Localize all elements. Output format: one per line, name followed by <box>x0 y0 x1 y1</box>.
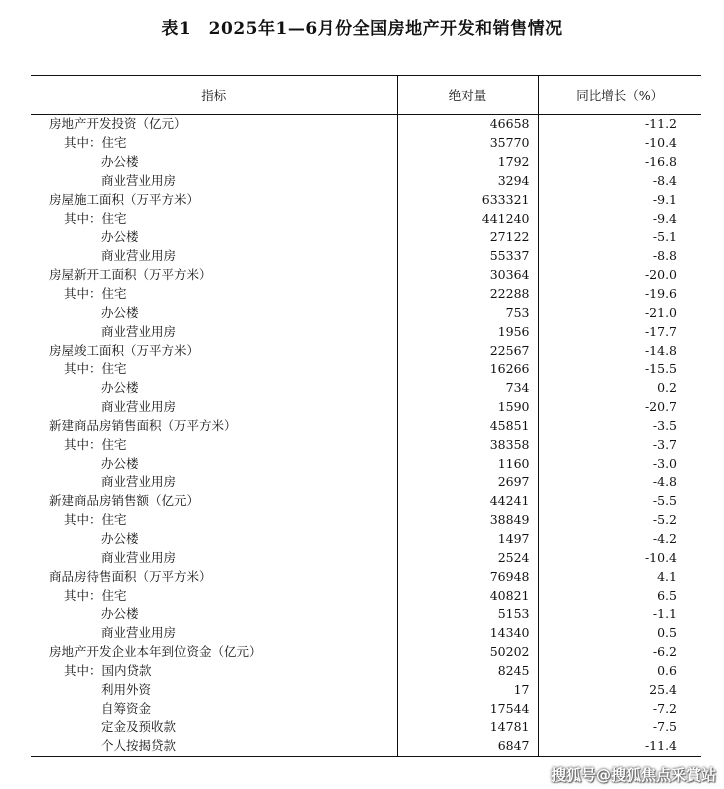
row-yoy-growth: 0.6 <box>538 661 701 680</box>
row-indicator-label: 其中：国内贷款 <box>64 662 152 678</box>
row-absolute-value: 76948 <box>397 567 538 586</box>
row-yoy-growth: -10.4 <box>538 134 701 153</box>
row-yoy-growth: -11.2 <box>538 115 701 134</box>
row-yoy-growth: -5.5 <box>538 492 701 511</box>
table-row <box>31 228 701 247</box>
row-indicator-label: 房屋施工面积（万平方米） <box>49 191 200 207</box>
table-row <box>31 661 701 680</box>
row-absolute-value: 8245 <box>397 661 538 680</box>
row-yoy-growth: -8.8 <box>538 247 701 266</box>
table-row <box>31 680 701 699</box>
row-absolute-value: 5153 <box>397 605 538 624</box>
row-indicator-label: 办公楼 <box>101 606 139 622</box>
row-indicator-label: 商业营业用房 <box>101 323 177 339</box>
row-indicator-label: 其中：住宅 <box>64 436 127 452</box>
table-row <box>31 247 701 266</box>
table-row <box>31 266 701 285</box>
table-row <box>31 548 701 567</box>
row-yoy-growth: -5.1 <box>538 228 701 247</box>
table-body <box>31 115 701 757</box>
row-absolute-value: 1792 <box>397 153 538 172</box>
row-indicator-label: 其中：住宅 <box>64 210 127 226</box>
row-indicator-label: 房屋竣工面积（万平方米） <box>49 342 200 358</box>
table-row <box>31 172 701 191</box>
table-row <box>31 379 701 398</box>
row-indicator-label: 商业营业用房 <box>101 625 177 641</box>
table-row <box>31 134 701 153</box>
row-yoy-growth: -4.2 <box>538 530 701 549</box>
row-indicator-label: 办公楼 <box>101 304 139 320</box>
row-yoy-growth: -3.0 <box>538 454 701 473</box>
table-row <box>31 643 701 662</box>
header-row <box>31 76 701 115</box>
table-row <box>31 153 701 172</box>
row-absolute-value: 1160 <box>397 454 538 473</box>
row-yoy-growth: -16.8 <box>538 153 701 172</box>
row-indicator-label: 定金及预收款 <box>101 719 177 735</box>
row-absolute-value: 753 <box>397 303 538 322</box>
row-yoy-growth: 0.5 <box>538 624 701 643</box>
table-row <box>31 567 701 586</box>
row-yoy-growth: -3.7 <box>538 435 701 454</box>
row-absolute-value: 16266 <box>397 360 538 379</box>
table-row <box>31 530 701 549</box>
row-yoy-growth: -19.6 <box>538 285 701 304</box>
row-indicator-label: 办公楼 <box>101 530 139 546</box>
row-absolute-value: 22288 <box>397 285 538 304</box>
row-indicator-label: 新建商品房销售额（亿元） <box>49 493 200 509</box>
row-yoy-growth: 6.5 <box>538 586 701 605</box>
row-indicator-label: 商业营业用房 <box>101 474 177 490</box>
table-row <box>31 718 701 737</box>
row-yoy-growth: -4.8 <box>538 473 701 492</box>
row-absolute-value: 14781 <box>397 718 538 737</box>
row-yoy-growth: -10.4 <box>538 548 701 567</box>
row-absolute-value: 17 <box>397 680 538 699</box>
row-indicator-label: 办公楼 <box>101 154 139 170</box>
row-absolute-value: 22567 <box>397 341 538 360</box>
row-absolute-value: 1956 <box>397 322 538 341</box>
table-row <box>31 586 701 605</box>
row-absolute-value: 1497 <box>397 530 538 549</box>
row-yoy-growth: -7.5 <box>538 718 701 737</box>
row-indicator-label: 商业营业用房 <box>101 549 177 565</box>
row-yoy-growth: -3.5 <box>538 417 701 436</box>
row-absolute-value: 3294 <box>397 172 538 191</box>
table-row <box>31 492 701 511</box>
table-row <box>31 435 701 454</box>
watermark: 搜狐号@搜狐焦点釆賞站 <box>550 766 716 784</box>
table-row <box>31 115 701 134</box>
row-absolute-value: 35770 <box>397 134 538 153</box>
row-indicator-label: 其中：住宅 <box>64 512 127 528</box>
table-row <box>31 737 701 756</box>
table-row <box>31 398 701 417</box>
row-indicator-label: 其中：住宅 <box>64 587 127 603</box>
row-absolute-value: 734 <box>397 379 538 398</box>
table-row <box>31 473 701 492</box>
row-yoy-growth: -15.5 <box>538 360 701 379</box>
table-row <box>31 417 701 436</box>
row-indicator-label: 办公楼 <box>101 380 139 396</box>
row-indicator-label: 其中：住宅 <box>64 286 127 302</box>
row-yoy-growth: -8.4 <box>538 172 701 191</box>
table-row <box>31 190 701 209</box>
row-indicator-label: 利用外资 <box>101 681 152 697</box>
header-indicator: 指标 <box>31 76 397 115</box>
row-indicator-label: 其中：住宅 <box>64 361 127 377</box>
row-yoy-growth: -7.2 <box>538 699 701 718</box>
row-yoy-growth: -9.1 <box>538 190 701 209</box>
row-absolute-value: 1590 <box>397 398 538 417</box>
row-absolute-value: 441240 <box>397 209 538 228</box>
row-yoy-growth: -21.0 <box>538 303 701 322</box>
row-indicator-label: 房地产开发企业本年到位资金（亿元） <box>49 644 262 660</box>
row-yoy-growth: -14.8 <box>538 341 701 360</box>
table-row <box>31 454 701 473</box>
table-row <box>31 209 701 228</box>
row-absolute-value: 30364 <box>397 266 538 285</box>
header-absolute-value: 绝对量 <box>397 76 538 115</box>
row-indicator-label: 房屋新开工面积（万平方米） <box>49 267 212 283</box>
row-absolute-value: 17544 <box>397 699 538 718</box>
table-row <box>31 322 701 341</box>
row-absolute-value: 44241 <box>397 492 538 511</box>
row-yoy-growth: 0.2 <box>538 379 701 398</box>
table-row <box>31 699 701 718</box>
row-yoy-growth: -1.1 <box>538 605 701 624</box>
table-row <box>31 511 701 530</box>
row-absolute-value: 14340 <box>397 624 538 643</box>
row-indicator-label: 房地产开发投资（亿元） <box>49 116 187 132</box>
row-indicator-label: 新建商品房销售面积（万平方米） <box>49 417 237 433</box>
row-absolute-value: 27122 <box>397 228 538 247</box>
row-yoy-growth: -11.4 <box>538 737 701 756</box>
row-absolute-value: 633321 <box>397 190 538 209</box>
row-absolute-value: 2697 <box>397 473 538 492</box>
row-absolute-value: 40821 <box>397 586 538 605</box>
table-row <box>31 360 701 379</box>
row-absolute-value: 50202 <box>397 643 538 662</box>
table-row <box>31 624 701 643</box>
data-table <box>31 75 701 757</box>
row-absolute-value: 46658 <box>397 115 538 134</box>
row-absolute-value: 45851 <box>397 417 538 436</box>
row-absolute-value: 55337 <box>397 247 538 266</box>
row-indicator-label: 商业营业用房 <box>101 172 177 188</box>
row-indicator-label: 自筹资金 <box>101 700 152 716</box>
row-yoy-growth: -17.7 <box>538 322 701 341</box>
row-yoy-growth: 25.4 <box>538 680 701 699</box>
row-yoy-growth: -20.7 <box>538 398 701 417</box>
page-title: 表1 2025年1—6月份全国房地产开发和销售情况 <box>161 19 563 39</box>
row-yoy-growth: -5.2 <box>538 511 701 530</box>
row-absolute-value: 6847 <box>397 737 538 756</box>
row-yoy-growth: -6.2 <box>538 643 701 662</box>
table-row <box>31 285 701 304</box>
table-row <box>31 605 701 624</box>
row-absolute-value: 38849 <box>397 511 538 530</box>
table-row <box>31 303 701 322</box>
row-yoy-growth: 4.1 <box>538 567 701 586</box>
row-indicator-label: 办公楼 <box>101 455 139 471</box>
table-row <box>31 341 701 360</box>
row-absolute-value: 38358 <box>397 435 538 454</box>
row-indicator-label: 个人按揭贷款 <box>31 737 397 756</box>
row-indicator-label: 其中：住宅 <box>64 135 127 151</box>
row-absolute-value: 2524 <box>397 548 538 567</box>
row-yoy-growth: -9.4 <box>538 209 701 228</box>
row-yoy-growth: -20.0 <box>538 266 701 285</box>
header-yoy-growth: 同比增长（%） <box>538 76 701 115</box>
row-indicator-label: 商品房待售面积（万平方米） <box>49 568 212 584</box>
row-indicator-label: 商业营业用房 <box>101 248 177 264</box>
row-indicator-label: 商业营业用房 <box>101 399 177 415</box>
row-indicator-label: 办公楼 <box>101 229 139 245</box>
